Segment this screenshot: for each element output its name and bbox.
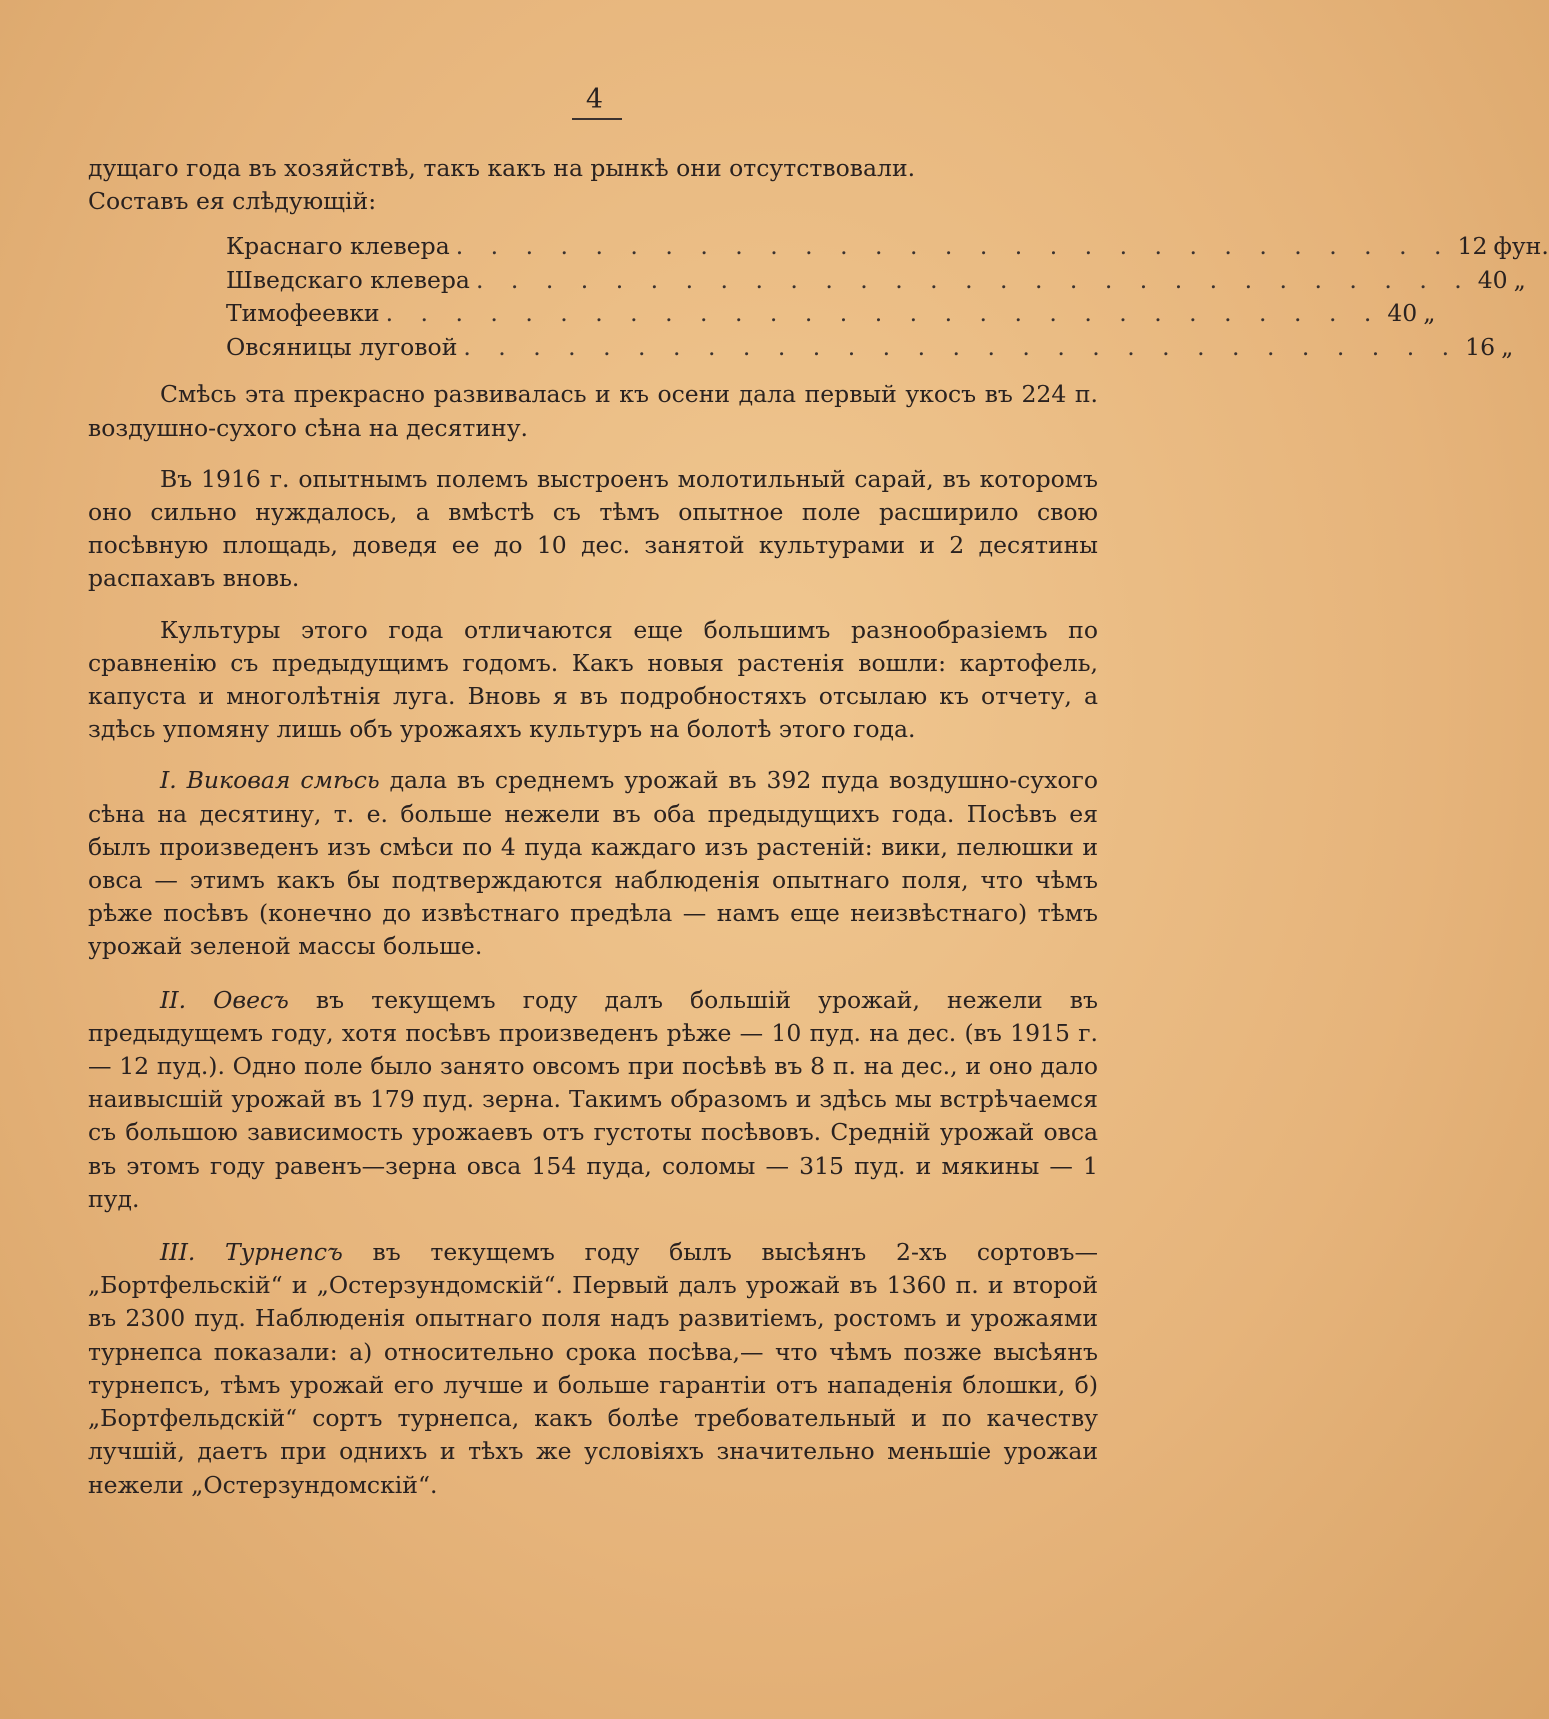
page-number: 4 <box>585 84 605 115</box>
seed-quantity: 40 <box>1477 265 1508 294</box>
seed-quantity: 16 <box>1465 332 1496 361</box>
section-heading-vetch: I. Виковая смѣсь <box>160 766 380 795</box>
leader-dots: . . . . . . . . . . . . . . . . . . . . . . . . . . . . . <box>475 265 1472 294</box>
body-text <box>88 152 1549 1502</box>
seed-name: Овсяницы луговой <box>226 332 458 361</box>
paragraph-cultures: Культуры этого года отличаются еще большимъ разнообразіемъ по сравненію съ предыдущимъ годомъ. Какъ новыя растенія вошли: картофель, капуста и многолѣтнія луга. Вновь я въ подробностяхъ отсылаю къ отчету, а здѣсь упомяну лишь объ урожаяхъ культуръ на болотѣ этого года. <box>88 615 1098 744</box>
seed-quantity: 40 <box>1387 299 1418 328</box>
seed-name: Тимофеевки <box>226 299 380 328</box>
seed-unit: фун. <box>1493 232 1549 261</box>
seed-row <box>226 230 1549 264</box>
seed-row <box>226 297 1436 331</box>
paragraph-1916: Въ 1916 г. опытнымъ полемъ выстроенъ молотильный сарай, въ которомъ оно сильно нуждалось, а вмѣстѣ съ тѣмъ опытное поле расширило свою посѣвную площадь, доведя ее до 10 дес. занятой культурами и 2 десятины распахавъ вновь. <box>88 464 1098 593</box>
seed-row <box>226 264 1526 298</box>
seed-unit: „ <box>1501 332 1514 361</box>
paragraph-vetch-mix <box>88 764 1098 963</box>
seed-unit: „ <box>1423 299 1436 328</box>
seed-unit: „ <box>1513 265 1526 294</box>
leader-dots: . . . . . . . . . . . . . . . . . . . . . . . . . . . . . <box>385 299 1382 328</box>
seed-row <box>226 331 1514 365</box>
paragraph-hay-yield: Смѣсь эта прекрасно развивалась и къ осени дала первый укосъ въ 224 п. воздушно-сухого сѣна на десятину. <box>88 380 1098 442</box>
section-heading-oats: II. Овесъ <box>160 985 289 1014</box>
leader-dots: . . . . . . . . . . . . . . . . . . . . . . . . . . . . . <box>455 232 1452 261</box>
paragraph-turnip <box>88 1236 1098 1502</box>
paragraph-turnip-text: въ текущемъ году былъ высѣянъ 2-хъ сортовъ— „Бортфельскій“ и „Остерзундомскій“. Первый далъ урожай въ 1360 п. и второй въ 2300 пуд. Наблюденія опытнаго поля надъ развитіемъ, ростомъ и урожаями турнепса показали: а) относительно срока посѣва,— что чѣмъ позже высѣянъ турнепсъ, тѣмъ урожай его лучше и больше гарантіи отъ нападенія блошки, б) „Бортфельдскій“ сортъ турнепса, какъ болѣе требовательный и по качеству лучшій, даетъ при однихъ и тѣхъ же условіяхъ значительно меньшіе урожаи нежели „Остерзундомскій“. <box>88 1238 1099 1499</box>
intro-line-1: дущаго года въ хозяйствѣ, такъ какъ на рынкѣ они отсутствовали. <box>88 154 916 182</box>
paragraph-vetch-text: дала въ среднемъ урожай въ 392 пуда воздушно-сухого сѣна на десятину, т. е. больше нежели въ оба предыдущихъ года. Посѣвъ ея былъ произведенъ изъ смѣси по 4 пуда каждаго изъ растеній: вики, пелюшки и овса — этимъ какъ бы подтверждаются наблюденія опытнаго поля, что чѣмъ рѣже посѣвъ (конечно до извѣстнаго предѣла — намъ еще неизвѣстнаго) тѣмъ урожай зеленой массы больше. <box>88 766 1098 961</box>
seed-mix-list <box>226 230 1549 364</box>
seed-name: Краснаго клевера <box>226 232 450 261</box>
section-heading-turnip: III. Турнепсъ <box>160 1238 343 1267</box>
leader-dots: . . . . . . . . . . . . . . . . . . . . . . . . . . . . . <box>463 332 1460 361</box>
page-number-underline <box>572 118 622 120</box>
paragraph-oats <box>88 984 1098 1216</box>
seed-name: Шведскаго клевера <box>226 265 470 294</box>
paragraph-oats-text: въ текущемъ году далъ большій урожай, нежели въ предыдущемъ году, хотя посѣвъ произведенъ рѣже — 10 пуд. на дес. (въ 1915 г. — 12 пуд.). Одно поле было занято овсомъ при посѣвѣ въ 8 п. на дес., и оно дало наивысшій урожай въ 179 пуд. зерна. Такимъ образомъ и здѣсь мы встрѣчаемся съ большою зависимость урожаевъ отъ густоты посѣвовъ. Средній урожай овса въ этомъ году равенъ—зерна овса 154 пуда, соломы — 315 пуд. и мякины — 1 пуд. <box>88 985 1098 1213</box>
seed-quantity: 12 <box>1457 232 1488 261</box>
intro-line-2: Составъ ея слѣдующій: <box>88 187 377 216</box>
